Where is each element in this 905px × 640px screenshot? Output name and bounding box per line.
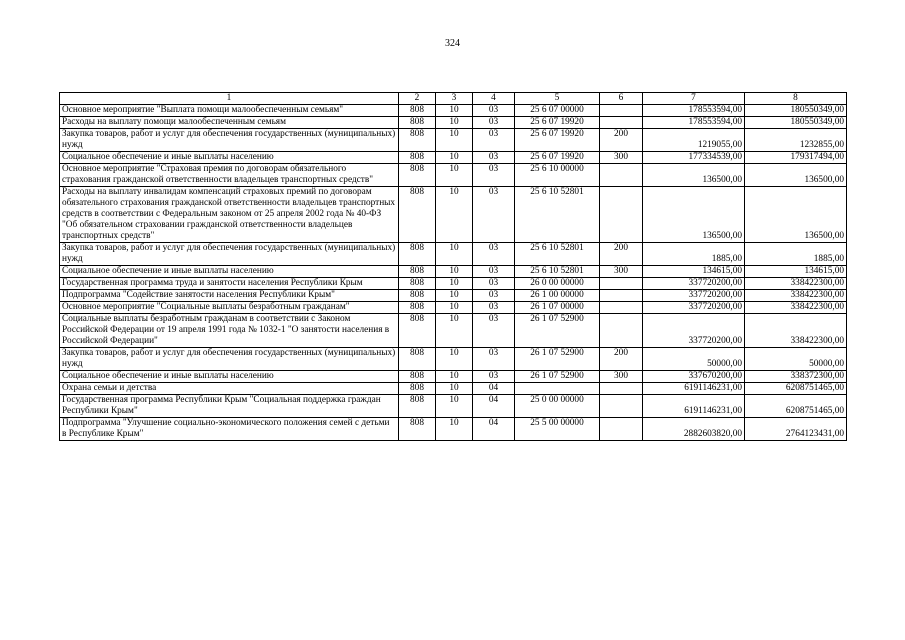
code-rz-cell: 10 bbox=[436, 395, 473, 418]
code-csr-cell: 25 0 00 00000 bbox=[515, 395, 600, 418]
table-row bbox=[60, 187, 847, 243]
code-vr-cell: 200 bbox=[600, 348, 643, 371]
code-gr-cell: 808 bbox=[399, 243, 436, 266]
table-row bbox=[60, 129, 847, 152]
amount-col7-cell: 1219055,00 bbox=[643, 129, 745, 152]
row-name-cell: Охрана семьи и детства bbox=[60, 383, 399, 395]
code-csr-cell: 26 1 00 00000 bbox=[515, 290, 600, 302]
amount-col7-cell: 178553594,00 bbox=[643, 117, 745, 129]
amount-col7-cell: 136500,00 bbox=[643, 164, 745, 187]
code-gr-cell: 808 bbox=[399, 187, 436, 243]
code-rz-cell: 10 bbox=[436, 314, 473, 348]
code-csr-cell: 25 6 07 00000 bbox=[515, 105, 600, 117]
table-row bbox=[60, 371, 847, 383]
code-csr-cell: 26 1 07 52900 bbox=[515, 348, 600, 371]
budget-table bbox=[59, 92, 847, 441]
row-name-cell: Социальные выплаты безработным гражданам в соответствии с Законом Российской Федерации от 19 апреля 1991 года № 1032-1 "О занятости населения в Российской Федерации" bbox=[60, 314, 399, 348]
table-row bbox=[60, 314, 847, 348]
code-csr-cell: 25 5 00 00000 bbox=[515, 418, 600, 441]
code-vr-cell: 200 bbox=[600, 243, 643, 266]
code-rz-cell: 10 bbox=[436, 105, 473, 117]
code-gr-cell: 808 bbox=[399, 152, 436, 164]
amount-col8-cell: 179317494,00 bbox=[745, 152, 847, 164]
code-gr-cell: 808 bbox=[399, 348, 436, 371]
code-csr-cell: 26 1 07 00000 bbox=[515, 302, 600, 314]
code-pr-cell: 03 bbox=[473, 371, 515, 383]
amount-col8-cell: 180550349,00 bbox=[745, 117, 847, 129]
code-csr-cell: 26 1 07 52900 bbox=[515, 371, 600, 383]
table-row bbox=[60, 164, 847, 187]
amount-col7-cell: 337720200,00 bbox=[643, 278, 745, 290]
amount-col8-cell: 134615,00 bbox=[745, 266, 847, 278]
code-gr-cell: 808 bbox=[399, 278, 436, 290]
header-cell: 1 bbox=[60, 93, 399, 105]
header-cell: 7 bbox=[643, 93, 745, 105]
code-vr-cell bbox=[600, 164, 643, 187]
code-rz-cell: 10 bbox=[436, 348, 473, 371]
code-gr-cell: 808 bbox=[399, 302, 436, 314]
amount-col8-cell: 50000,00 bbox=[745, 348, 847, 371]
code-pr-cell: 03 bbox=[473, 266, 515, 278]
code-vr-cell bbox=[600, 314, 643, 348]
amount-col8-cell: 6208751465,00 bbox=[745, 395, 847, 418]
amount-col8-cell: 338422300,00 bbox=[745, 278, 847, 290]
code-pr-cell: 03 bbox=[473, 314, 515, 348]
code-rz-cell: 10 bbox=[436, 302, 473, 314]
amount-col7-cell: 1885,00 bbox=[643, 243, 745, 266]
row-name-cell: Социальное обеспечение и иные выплаты населению bbox=[60, 371, 399, 383]
amount-col7-cell: 177334539,00 bbox=[643, 152, 745, 164]
code-vr-cell bbox=[600, 395, 643, 418]
code-csr-cell: 25 6 07 19920 bbox=[515, 152, 600, 164]
amount-col8-cell: 2764123431,00 bbox=[745, 418, 847, 441]
row-name-cell: Основное мероприятие "Социальные выплаты безработным гражданам" bbox=[60, 302, 399, 314]
code-csr-cell: 25 6 07 19920 bbox=[515, 129, 600, 152]
amount-col8-cell: 1232855,00 bbox=[745, 129, 847, 152]
amount-col8-cell: 338422300,00 bbox=[745, 302, 847, 314]
code-vr-cell bbox=[600, 278, 643, 290]
header-cell: 8 bbox=[745, 93, 847, 105]
page-number: 324 bbox=[445, 38, 460, 49]
code-gr-cell: 808 bbox=[399, 418, 436, 441]
code-rz-cell: 10 bbox=[436, 152, 473, 164]
code-pr-cell: 04 bbox=[473, 395, 515, 418]
code-gr-cell: 808 bbox=[399, 371, 436, 383]
amount-col7-cell: 50000,00 bbox=[643, 348, 745, 371]
amount-col8-cell: 6208751465,00 bbox=[745, 383, 847, 395]
code-vr-cell bbox=[600, 302, 643, 314]
code-rz-cell: 10 bbox=[436, 164, 473, 187]
table-row bbox=[60, 395, 847, 418]
code-rz-cell: 10 bbox=[436, 187, 473, 243]
code-vr-cell bbox=[600, 187, 643, 243]
table-row bbox=[60, 105, 847, 117]
code-gr-cell: 808 bbox=[399, 164, 436, 187]
code-vr-cell: 300 bbox=[600, 152, 643, 164]
table-row bbox=[60, 243, 847, 266]
table-row bbox=[60, 348, 847, 371]
code-csr-cell bbox=[515, 383, 600, 395]
code-rz-cell: 10 bbox=[436, 129, 473, 152]
table-row bbox=[60, 418, 847, 441]
code-vr-cell bbox=[600, 418, 643, 441]
code-csr-cell: 25 6 07 19920 bbox=[515, 117, 600, 129]
code-pr-cell: 03 bbox=[473, 129, 515, 152]
amount-col8-cell: 180550349,00 bbox=[745, 105, 847, 117]
code-vr-cell bbox=[600, 290, 643, 302]
code-csr-cell: 26 1 07 52900 bbox=[515, 314, 600, 348]
code-csr-cell: 25 6 10 52801 bbox=[515, 266, 600, 278]
table-row bbox=[60, 383, 847, 395]
code-vr-cell: 300 bbox=[600, 371, 643, 383]
table-row bbox=[60, 302, 847, 314]
row-name-cell: Подпрограмма "Содействие занятости населения Республики Крым" bbox=[60, 290, 399, 302]
code-gr-cell: 808 bbox=[399, 314, 436, 348]
code-pr-cell: 04 bbox=[473, 418, 515, 441]
amount-col8-cell: 338372300,00 bbox=[745, 371, 847, 383]
code-pr-cell: 03 bbox=[473, 348, 515, 371]
amount-col7-cell: 337720200,00 bbox=[643, 314, 745, 348]
header-cell: 6 bbox=[600, 93, 643, 105]
amount-col7-cell: 337720200,00 bbox=[643, 302, 745, 314]
code-rz-cell: 10 bbox=[436, 117, 473, 129]
code-rz-cell: 10 bbox=[436, 243, 473, 266]
row-name-cell: Расходы на выплату инвалидам компенсаций страховых премий по договорам обязательного страхования гражданской ответственности владельцев транспортных средств в соответствии с Федеральным законом от 25 апреля 2002 года № 40-ФЗ "Об обязательном страховании гражданской ответственности владельцев транспортных средств" bbox=[60, 187, 399, 243]
table-row bbox=[60, 117, 847, 129]
code-rz-cell: 10 bbox=[436, 383, 473, 395]
amount-col7-cell: 337670200,00 bbox=[643, 371, 745, 383]
amount-col7-cell: 6191146231,00 bbox=[643, 395, 745, 418]
code-pr-cell: 03 bbox=[473, 243, 515, 266]
code-vr-cell: 300 bbox=[600, 266, 643, 278]
row-name-cell: Подпрограмма "Улучшение социально-экономического положения семей с детьми в Республике Крым" bbox=[60, 418, 399, 441]
code-rz-cell: 10 bbox=[436, 278, 473, 290]
header-cell: 2 bbox=[399, 93, 436, 105]
row-name-cell: Государственная программа труда и занятости населения Республики Крым bbox=[60, 278, 399, 290]
amount-col7-cell: 134615,00 bbox=[643, 266, 745, 278]
amount-col7-cell: 178553594,00 bbox=[643, 105, 745, 117]
code-pr-cell: 03 bbox=[473, 105, 515, 117]
code-rz-cell: 10 bbox=[436, 418, 473, 441]
code-gr-cell: 808 bbox=[399, 117, 436, 129]
header-cell: 3 bbox=[436, 93, 473, 105]
code-vr-cell bbox=[600, 117, 643, 129]
code-csr-cell: 25 6 10 52801 bbox=[515, 243, 600, 266]
code-pr-cell: 03 bbox=[473, 187, 515, 243]
code-pr-cell: 03 bbox=[473, 117, 515, 129]
amount-col7-cell: 2882603820,00 bbox=[643, 418, 745, 441]
code-gr-cell: 808 bbox=[399, 129, 436, 152]
code-pr-cell: 03 bbox=[473, 302, 515, 314]
code-vr-cell bbox=[600, 105, 643, 117]
row-name-cell: Социальное обеспечение и иные выплаты населению bbox=[60, 266, 399, 278]
row-name-cell: Закупка товаров, работ и услуг для обеспечения государственных (муниципальных) нужд bbox=[60, 243, 399, 266]
code-gr-cell: 808 bbox=[399, 290, 436, 302]
header-cell: 5 bbox=[515, 93, 600, 105]
code-vr-cell: 200 bbox=[600, 129, 643, 152]
row-name-cell: Закупка товаров, работ и услуг для обеспечения государственных (муниципальных) нужд bbox=[60, 129, 399, 152]
row-name-cell: Основное мероприятие "Выплата помощи малообеспеченным семьям" bbox=[60, 105, 399, 117]
table-row bbox=[60, 266, 847, 278]
code-pr-cell: 04 bbox=[473, 383, 515, 395]
amount-col7-cell: 337720200,00 bbox=[643, 290, 745, 302]
amount-col7-cell: 6191146231,00 bbox=[643, 383, 745, 395]
header-cell: 4 bbox=[473, 93, 515, 105]
row-name-cell: Социальное обеспечение и иные выплаты населению bbox=[60, 152, 399, 164]
code-csr-cell: 26 0 00 00000 bbox=[515, 278, 600, 290]
code-vr-cell bbox=[600, 383, 643, 395]
code-rz-cell: 10 bbox=[436, 290, 473, 302]
code-pr-cell: 03 bbox=[473, 278, 515, 290]
row-name-cell: Закупка товаров, работ и услуг для обеспечения государственных (муниципальных) нужд bbox=[60, 348, 399, 371]
header-row bbox=[60, 93, 847, 105]
code-csr-cell: 25 6 10 00000 bbox=[515, 164, 600, 187]
row-name-cell: Основное мероприятие "Страховая премия по договорам обязательного страхования гражданской ответственности владельцев транспортных средств" bbox=[60, 164, 399, 187]
row-name-cell: Расходы на выплату помощи малообеспеченным семьям bbox=[60, 117, 399, 129]
code-pr-cell: 03 bbox=[473, 152, 515, 164]
code-csr-cell: 25 6 10 52801 bbox=[515, 187, 600, 243]
table-row bbox=[60, 278, 847, 290]
code-rz-cell: 10 bbox=[436, 371, 473, 383]
amount-col8-cell: 338422300,00 bbox=[745, 314, 847, 348]
amount-col8-cell: 338422300,00 bbox=[745, 290, 847, 302]
code-pr-cell: 03 bbox=[473, 290, 515, 302]
row-name-cell: Государственная программа Республики Крым "Социальная поддержка граждан Республики Крым" bbox=[60, 395, 399, 418]
code-gr-cell: 808 bbox=[399, 395, 436, 418]
code-pr-cell: 03 bbox=[473, 164, 515, 187]
code-gr-cell: 808 bbox=[399, 105, 436, 117]
table-row bbox=[60, 290, 847, 302]
table-row bbox=[60, 152, 847, 164]
amount-col8-cell: 136500,00 bbox=[745, 164, 847, 187]
code-rz-cell: 10 bbox=[436, 266, 473, 278]
amount-col8-cell: 136500,00 bbox=[745, 187, 847, 243]
code-gr-cell: 808 bbox=[399, 266, 436, 278]
amount-col8-cell: 1885,00 bbox=[745, 243, 847, 266]
code-gr-cell: 808 bbox=[399, 383, 436, 395]
amount-col7-cell: 136500,00 bbox=[643, 187, 745, 243]
